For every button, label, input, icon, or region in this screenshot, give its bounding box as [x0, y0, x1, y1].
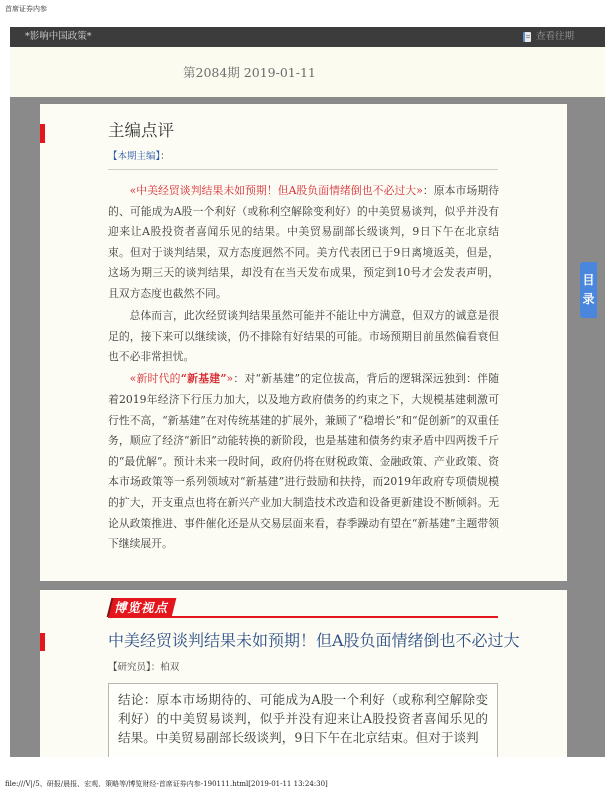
top-bar	[10, 27, 605, 47]
toc-tab[interactable]	[580, 262, 597, 318]
viewpoint-card	[40, 590, 567, 757]
banner-underline	[108, 616, 498, 618]
print-footer-path: file:///V|/5、研报/晨报、宏观、策略等/博览财经-首席证券内参-190111.html[2019-01-11 13:24:30]	[5, 780, 328, 788]
editorial-paragraph	[108, 306, 499, 368]
editor-line	[108, 151, 170, 163]
banner-label: 博览视点	[114, 600, 169, 615]
headline-close: »	[226, 372, 234, 386]
researcher-label: 【研究员】	[108, 662, 151, 673]
researcher-name: 柏双	[160, 662, 180, 673]
toc-tab-char: 录	[582, 292, 595, 306]
paragraph-text: ：原本市场期待的、可能成为A股一个利好（或称利空解除变利好）的中美贸易谈判，似乎并没有迎来让A股投资者喜闻乐见的结果。中美贸易副部长级谈判，9日下午在北京结束。但对于谈判结果，双方态度迥然不同。美方代表团已于9日离境返美，但是，这场为期三天的谈判结果，却没有在当天发布成果，预定到10号才会发表声明，且双方态度也截然不同。	[108, 184, 500, 300]
notebook-icon	[523, 32, 531, 42]
researcher-separator: ：	[150, 662, 161, 673]
viewpoint-banner	[108, 598, 176, 617]
editor-label: 【本期主编】	[108, 151, 161, 162]
issue-band	[10, 47, 605, 97]
editorial-body	[108, 181, 499, 556]
page-frame	[10, 27, 605, 757]
paragraph-text: ：对“新基建”的定位拔高，背后的逻辑深远独到：伴随着2019年经济下行压力加大，以及地方政府债务的约束之下，大规模基建刺激可行性不高，“新基建”在对传统基建的扩展外，兼顾了“稳增长”和“促创新”的双重任务，顺应了经济“新旧”动能转换的新阶段，也是基建和债务约束矛盾中四两拨千斤的“最优解”。预计未来一段时间，政府仍将在财税政策、金融政策、产业政策、资本市场政策等一系列领域对“新基建”进行鼓励和扶持，而2019年政府专项债规模的扩大，开支重点也将在新兴产业加大制造技术改造和设备更新建设不断倾斜。无论从政策推进、事件催化还是从交易层面来看，春季躁动有望在“新基建”主题带领下继续展开。	[108, 372, 500, 551]
researcher-line	[108, 662, 179, 674]
section-marker	[40, 124, 45, 143]
print-header-title: 首席证券内参	[5, 5, 47, 13]
editorial-paragraph	[108, 181, 499, 305]
headline-open: «新时代的	[129, 372, 181, 386]
paragraph-headline: «中美经贸谈判结果未如预期！但A股负面情绪倒也不必过大»	[129, 184, 423, 197]
archive-link[interactable]	[523, 31, 574, 43]
divider	[108, 169, 498, 170]
tagline: *影响中国政策*	[25, 31, 92, 42]
summary-box: 结论：原本市场期待的、可能成为A股一个利好（或称利空解除变利好）的中美贸易谈判，似乎并没有迎来让A股投资者喜闻乐见的结果。中美贸易副部长级谈判，9日下午在北京结束。但对于谈判	[108, 683, 498, 757]
archive-link-label: 查看往期	[536, 31, 575, 42]
article-title-link[interactable]: 中美经贸谈判结果未如预期！但A股负面情绪倒也不必过大	[108, 631, 520, 650]
editorial-title: 主编点评	[108, 121, 174, 140]
issue-number-date: 第2084期 2019-01-11	[183, 65, 316, 80]
editorial-paragraph	[108, 369, 499, 554]
paragraph-text: 总体而言，此次经贸谈判结果虽然可能并不能让中方满意，但双方的诚意是很足的，接下来可以继续谈，仍不排除有好结果的可能。市场预期目前虽然偏看衰但也不必非常担忧。	[108, 309, 499, 364]
toc-tab-char: 目	[582, 273, 595, 287]
editor-separator: ：	[160, 151, 170, 162]
section-marker	[40, 633, 45, 651]
editorial-card	[40, 104, 567, 581]
headline-keyword: “新基建”	[180, 372, 227, 386]
paragraph-headline	[130, 372, 234, 385]
